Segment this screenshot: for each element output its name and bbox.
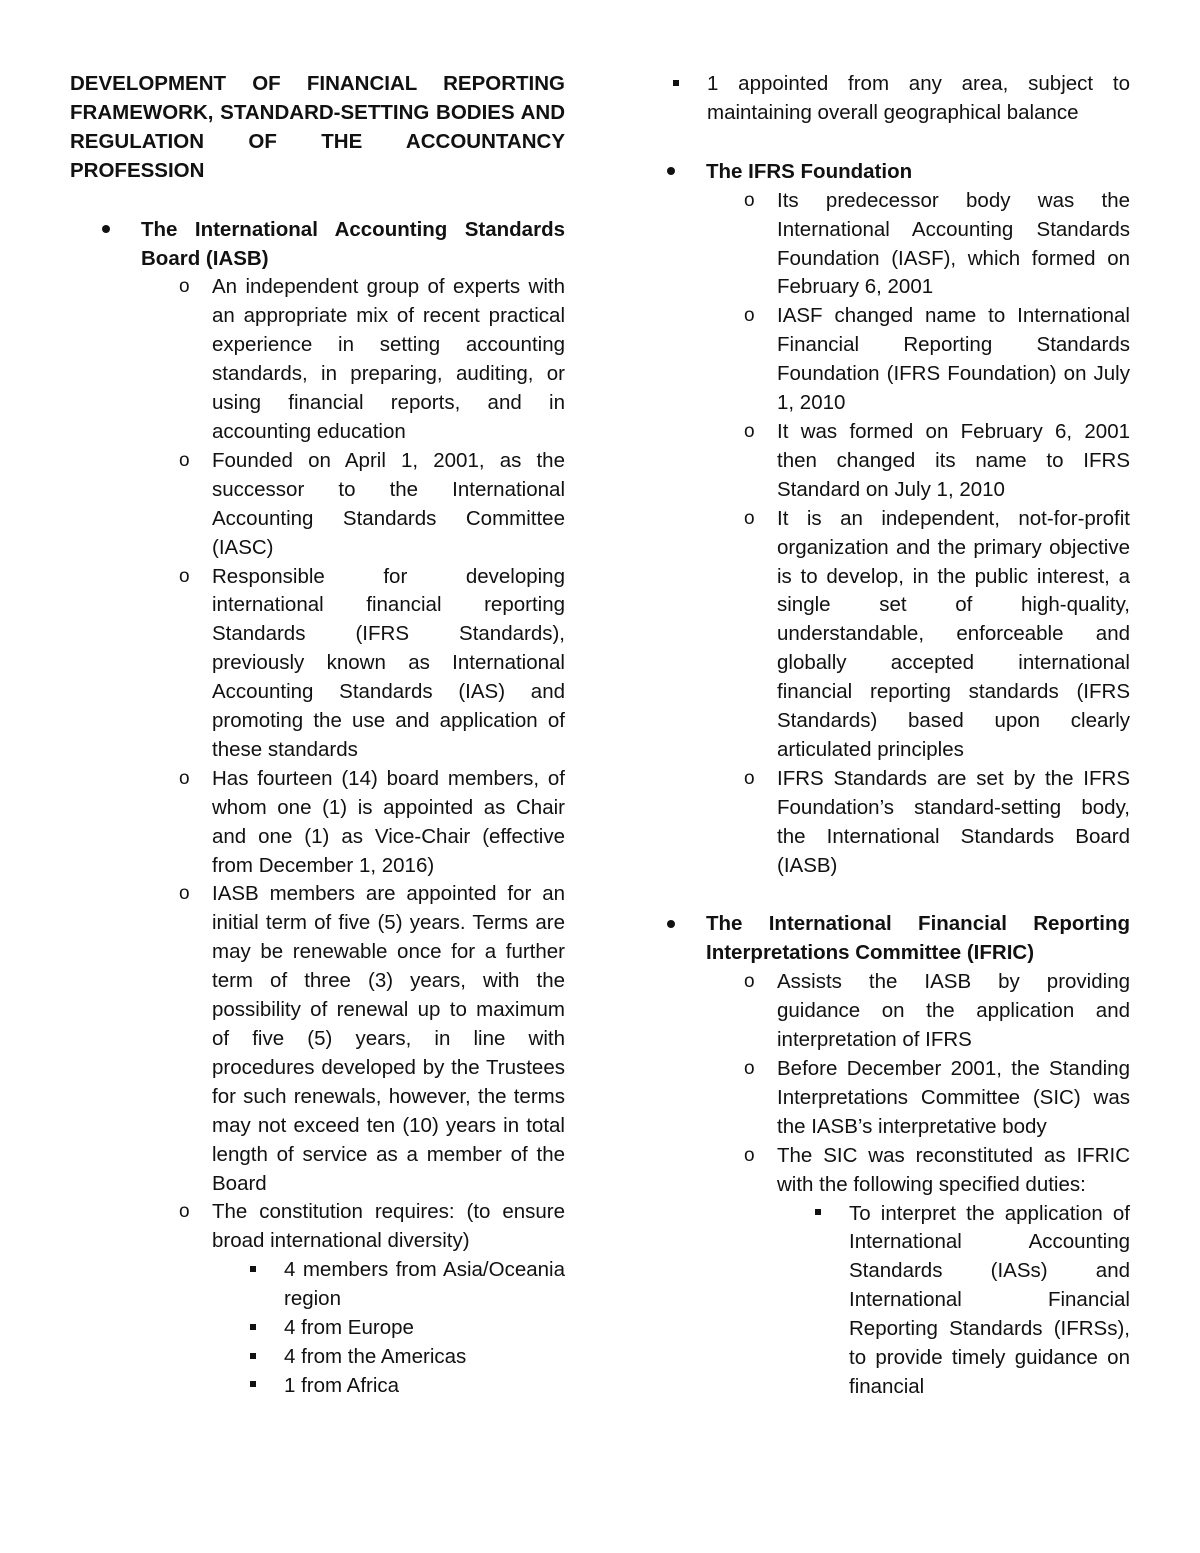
list-item: o It was formed on February 6, 2001 then changed its name to IFRS Standard on July 1, 2010: [744, 419, 1130, 501]
bullet-square-icon: [250, 1343, 256, 1372]
left-column: [70, 70, 565, 1401]
list-item: To interpret the application of International Accounting Standards (IASs) and International Financial Reporting Standards (IFRSs), to provide timely guidance on financial: [777, 1200, 1130, 1402]
bullet-circle-icon: o: [744, 767, 755, 789]
continued-diversity-list: [635, 70, 1130, 128]
bullet-square-icon: [673, 70, 679, 99]
section-list-ifric: [635, 910, 1130, 1401]
list-item: o Founded on April 1, 2001, as the successor to the International Accounting Standards Committee (IASC): [179, 448, 565, 559]
section-ifrs-foundation: [635, 158, 1130, 881]
right-column: [635, 70, 1130, 1402]
bullet-dot-icon: [667, 910, 675, 939]
section-heading-iasb: The International Accounting Standards Board (IASB): [141, 217, 565, 270]
bullet-circle-icon: o: [744, 420, 755, 442]
section-ifric: [635, 910, 1130, 1401]
list-item: o Its predecessor body was the International Accounting Standards Foundation (IASF), which formed on February 6, 2001: [744, 188, 1130, 299]
list-item: o The SIC was reconstituted as IFRIC with the following specified duties: To interpret the application of International Accounting Standards (IASs) and International Financial Reporting Standards (IFRSs), to provide timely guidance on financial: [706, 1142, 1130, 1402]
section-iasb: [70, 216, 565, 1401]
bullet-circle-icon: o: [744, 305, 755, 327]
section-heading-ifric: The International Financial Reporting Interpretations Committee (IFRIC): [706, 912, 1130, 965]
list-item: o The constitution requires: (to ensure broad international diversity) 4 members from Asia/Oceania region 4 from Europe 4 from the Americas 1 from Africa: [141, 1198, 565, 1400]
list-item: 1 appointed from any area, subject to maintaining overall geographical balance: [635, 70, 1130, 128]
list-item: o Has fourteen (14) board members, of whom one (1) is appointed as Chair and one (1) as Vice-Chair (effective from December 1, 2016): [179, 766, 565, 877]
ifric-duties-list: [777, 1200, 1130, 1402]
list-item: o IASF changed name to International Financial Reporting Standards Foundation (IFRS Foundation) on July 1, 2010: [744, 304, 1130, 415]
list-item: o IASB members are appointed for an initial term of five (5) years. Terms are may be renewable once for a further term of three (3) years, with the possibility of renewal up to maximum of five (5) years, in line with procedures developed by the Trustees for such renewals, however, the terms may not exceed ten (10) years in total length of service as a member of the Board: [179, 882, 565, 1195]
bullet-square-icon: [815, 1200, 821, 1229]
ifrs-foundation-items: [706, 187, 1130, 881]
bullet-circle-icon: o: [744, 1058, 755, 1079]
bullet-circle-icon: o: [744, 971, 755, 993]
bullet-square-icon: [250, 1314, 256, 1343]
bullet-circle-icon: o: [179, 276, 190, 298]
bullet-circle-icon: o: [744, 1144, 755, 1166]
list-item: o IFRS Standards are set by the IFRS Foundation’s standard-setting body, the International Standards Board (IASB): [744, 766, 1130, 877]
bullet-square-icon: [250, 1256, 256, 1285]
list-item: 1 from Africa: [212, 1372, 565, 1401]
list-item: 4 members from Asia/Oceania region: [212, 1256, 565, 1314]
iasb-items: [141, 273, 565, 1400]
list-item: o It is an independent, not-for-profit organization and the primary objective is to develop, in the public interest, a single set of high-quality, understandable, enforceable and globally accepted international financial reporting standards (IFRS Standards) based upon clearly articulated principles: [744, 506, 1130, 761]
continued-l2-item: [635, 70, 1130, 128]
bullet-circle-icon: o: [744, 189, 755, 211]
bullet-circle-icon: o: [179, 565, 190, 587]
list-item: 4 from Europe: [212, 1314, 565, 1343]
bullet-square-icon: [250, 1372, 256, 1401]
bullet-circle-icon: o: [179, 767, 190, 789]
list-item: o Responsible for developing international financial reporting Standards (IFRS Standards), previously known as International Accounting Standards (IAS) and promoting the use and application of these standards: [179, 564, 565, 761]
section-heading-ifrs-foundation: The IFRS Foundation: [706, 159, 913, 183]
section-list-left: [70, 216, 565, 1401]
continued-item: [635, 70, 1130, 128]
diversity-list: [212, 1256, 565, 1401]
bullet-circle-icon: o: [179, 1201, 190, 1223]
bullet-circle-icon: o: [179, 883, 190, 905]
document-title: DEVELOPMENT OF FINANCIAL REPORTING FRAMEWORK, STANDARD-SETTING BODIES AND REGULATION OF THE ACCOUNTANCY PROFESSION: [70, 72, 565, 182]
bullet-circle-icon: o: [179, 449, 190, 471]
list-item: o An independent group of experts with an appropriate mix of recent practical experience in setting accounting standards, in preparing, auditing, or using financial reports, and in accounting education: [179, 275, 565, 443]
ifric-items: [706, 968, 1130, 1402]
bullet-circle-icon: o: [744, 507, 755, 529]
bullet-dot-icon: [102, 216, 110, 245]
list-item: 4 from the Americas: [212, 1343, 565, 1372]
section-list-right: [635, 70, 1130, 128]
continued-l2: [635, 70, 1130, 128]
bullet-dot-icon: [667, 158, 675, 187]
section-list-ifrs-foundation: [635, 158, 1130, 881]
list-item: o Before December 2001, the Standing Interpretations Committee (SIC) was the IASB’s interpretative body: [744, 1057, 1130, 1138]
list-item: o Assists the IASB by providing guidance on the application and interpretation of IFRS: [744, 970, 1130, 1052]
